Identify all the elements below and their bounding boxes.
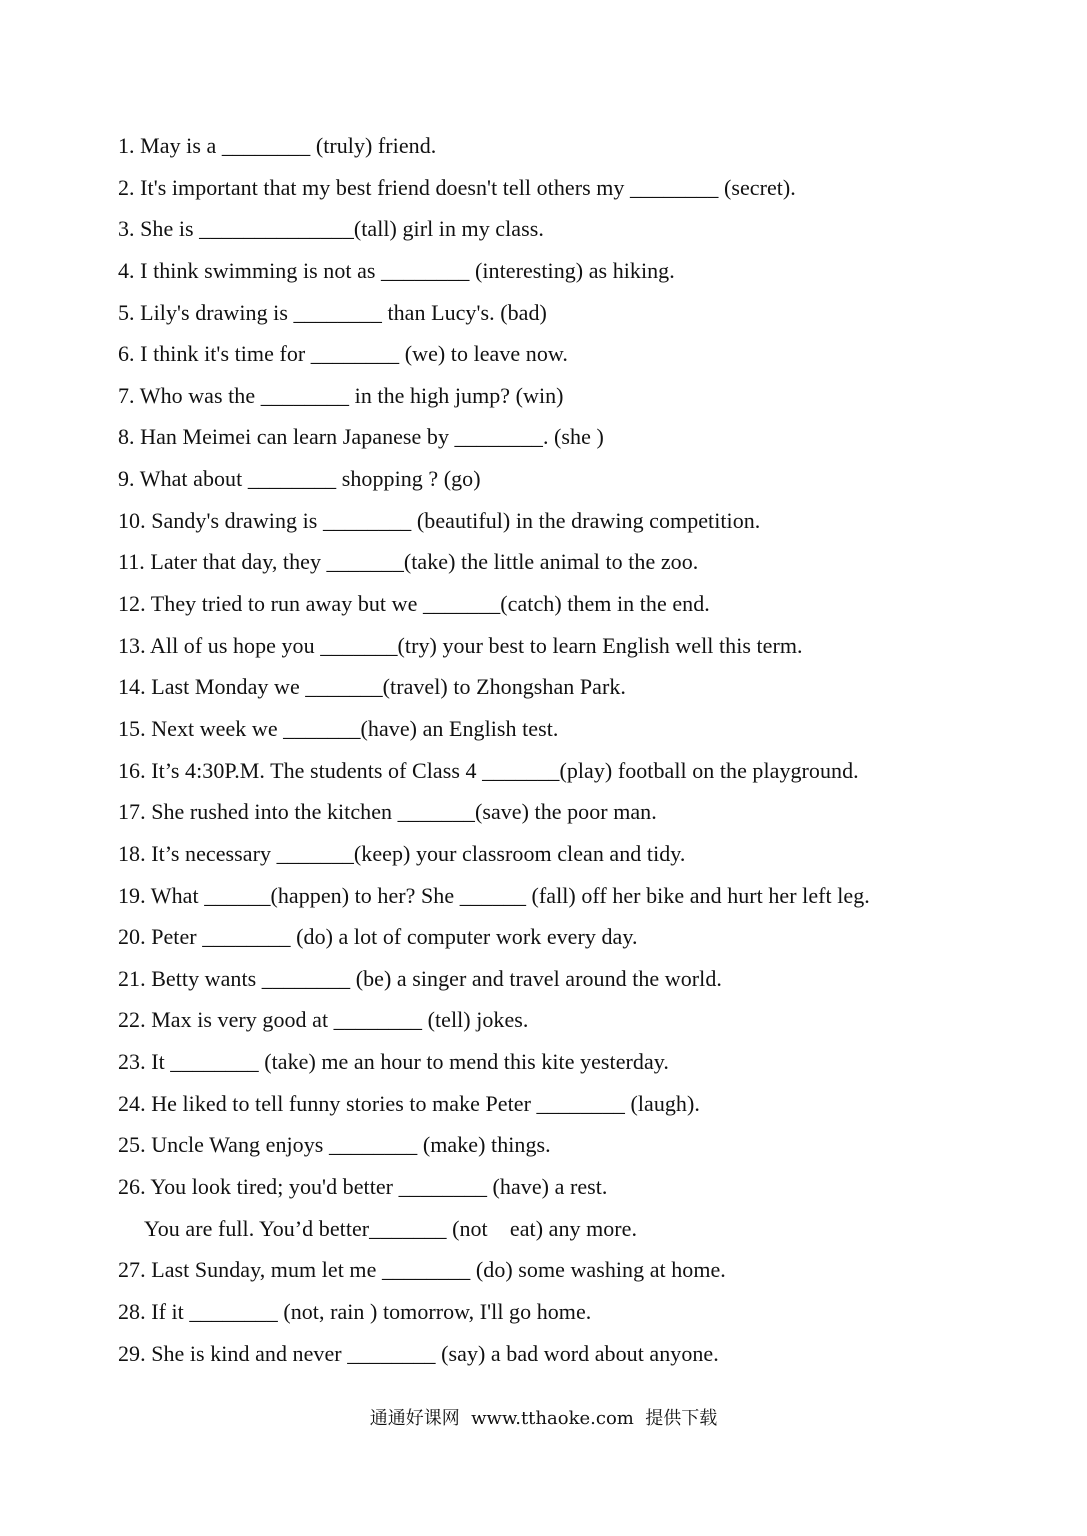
exercise-item: 20. Peter ________ (do) a lot of computer work every day. xyxy=(118,924,638,950)
exercise-item: 3. She is ______________(tall) girl in my class. xyxy=(118,216,544,242)
exercise-item: 18. It’s necessary _______(keep) your classroom clean and tidy. xyxy=(118,840,686,866)
exercise-item: 19. What ______(happen) to her? She ______ (fall) off her bike and hurt her left leg. xyxy=(118,882,870,908)
exercise-item: 26. You look tired; you'd better ________ (have) a rest. xyxy=(118,1174,608,1200)
exercise-item: 22. Max is very good at ________ (tell) jokes. xyxy=(118,1007,529,1033)
exercise-item: 21. Betty wants ________ (be) a singer and travel around the world. xyxy=(118,965,722,991)
exercise-continuation: You are full. You’d better_______ (not eat) any more. xyxy=(144,1215,638,1241)
exercise-item: 24. He liked to tell funny stories to make Peter ________ (laugh). xyxy=(118,1090,700,1116)
exercise-item: 4. I think swimming is not as ________ (interesting) as hiking. xyxy=(118,257,675,283)
exercise-item: 27. Last Sunday, mum let me ________ (do) some washing at home. xyxy=(118,1257,726,1283)
exercise-item: 8. Han Meimei can learn Japanese by ________. (she ) xyxy=(118,424,604,450)
exercise-item: 6. I think it's time for ________ (we) to leave now. xyxy=(118,341,568,367)
exercise-item: 13. All of us hope you _______(try) your best to learn English well this term. xyxy=(118,632,803,658)
page-footer: 通通好课网 www.tthaoke.com 提供下载 xyxy=(369,1408,718,1429)
exercise-item: 25. Uncle Wang enjoys ________ (make) things. xyxy=(118,1132,551,1158)
exercise-item: 5. Lily's drawing is ________ than Lucy's. (bad) xyxy=(118,299,547,325)
exercise-list xyxy=(118,125,1058,1374)
exercise-item: 16. It’s 4:30P.M. The students of Class 4 _______(play) football on the playground. xyxy=(118,757,859,783)
exercise-item: 10. Sandy's drawing is ________ (beautiful) in the drawing competition. xyxy=(118,507,761,533)
exercise-item: 1. May is a ________ (truly) friend. xyxy=(118,133,437,158)
exercise-item: 28. If it ________ (not, rain ) tomorrow, I'll go home. xyxy=(118,1298,592,1324)
exercise-item: 29. She is kind and never ________ (say) a bad word about anyone. xyxy=(118,1340,719,1366)
exercise-item: 17. She rushed into the kitchen _______(save) the poor man. xyxy=(118,799,657,825)
exercise-item: 7. Who was the ________ in the high jump? (win) xyxy=(118,382,564,408)
exercise-item: 15. Next week we _______(have) an English test. xyxy=(118,715,559,741)
exercise-item: 23. It ________ (take) me an hour to mend this kite yesterday. xyxy=(118,1049,669,1075)
exercise-item: 14. Last Monday we _______(travel) to Zhongshan Park. xyxy=(118,674,626,700)
exercise-item: 12. They tried to run away but we _______(catch) them in the end. xyxy=(118,591,710,617)
exercise-item: 11. Later that day, they _______(take) the little animal to the zoo. xyxy=(118,549,699,575)
exercise-item: 9. What about ________ shopping ? (go) xyxy=(118,466,481,492)
exercise-item: 2. It's important that my best friend doesn't tell others my ________ (secret). xyxy=(118,174,796,200)
